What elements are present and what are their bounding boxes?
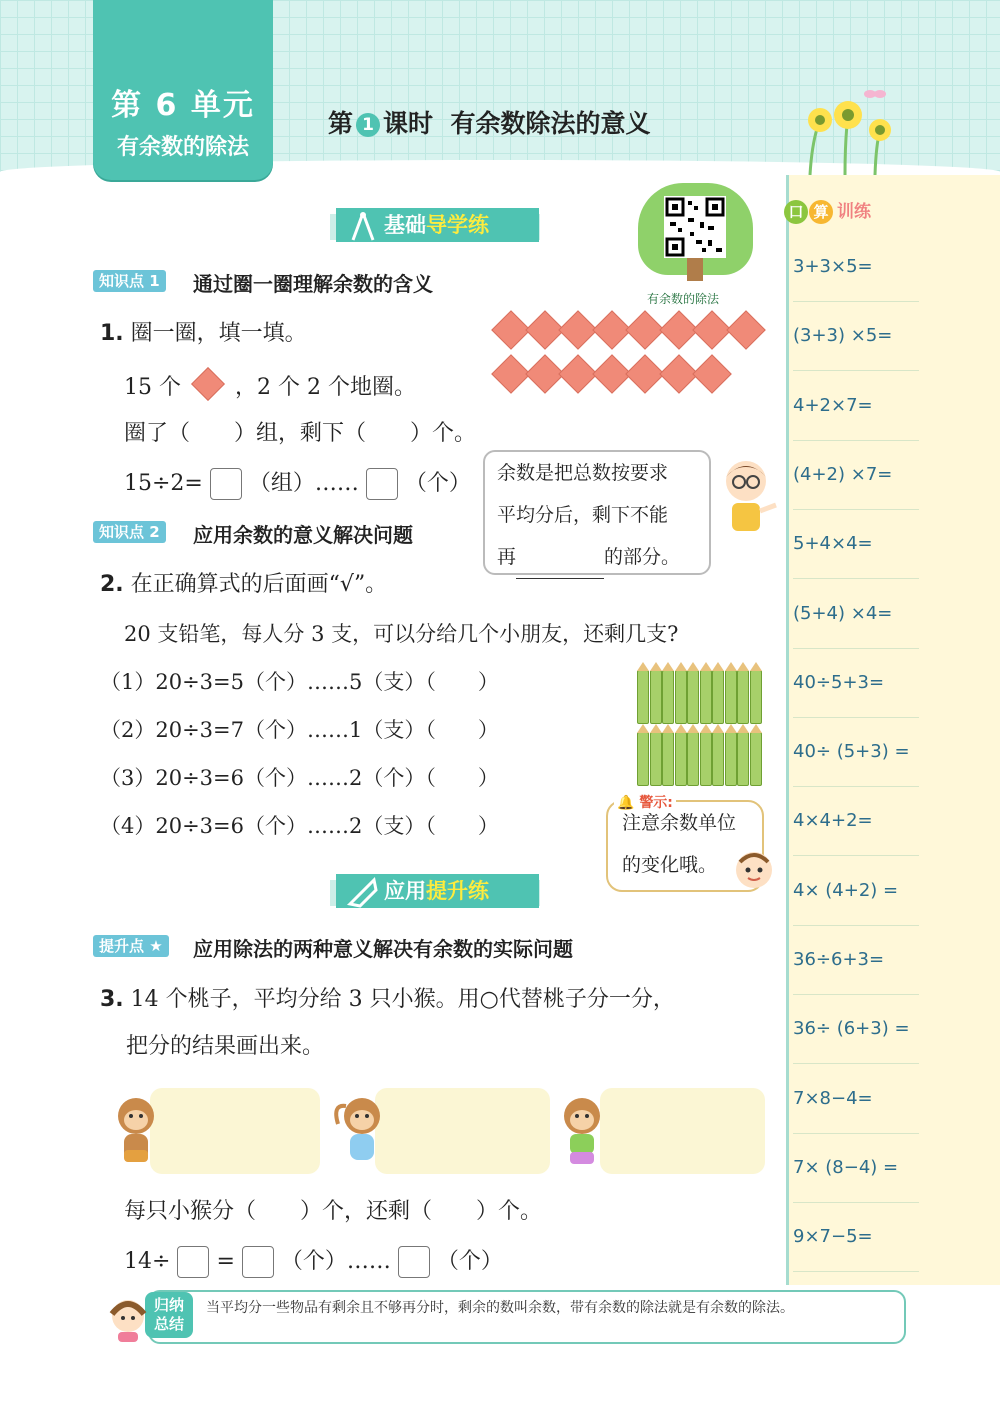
oral-practice-item xyxy=(793,856,919,926)
banner-text: 应用 xyxy=(384,879,426,903)
pencil-icon xyxy=(650,670,662,724)
tag-label: 知识点 xyxy=(99,523,145,541)
q3-eq-left: 14÷ xyxy=(124,1249,171,1274)
pencil-icon xyxy=(662,732,674,786)
monkey-3-drawing-area[interactable] xyxy=(600,1088,765,1174)
oral-practice-expression: 4+2×7= xyxy=(793,394,873,416)
diamond-icon xyxy=(692,354,732,394)
pencil-icon xyxy=(637,670,649,724)
oral-practice-expression: 9×7−5= xyxy=(793,1226,873,1248)
answer-box-groups[interactable] xyxy=(210,468,242,500)
oral-practice-expression: 7×8−4= xyxy=(793,1087,873,1109)
diamond-icon xyxy=(191,367,225,401)
oral-practice-item xyxy=(793,301,919,371)
oral-practice-item xyxy=(793,371,919,441)
pencil-icon xyxy=(687,670,699,724)
oral-title-char-1: 口 xyxy=(784,200,808,224)
bubble-line-3-b: 的部分。 xyxy=(604,546,681,568)
q2-option-4[interactable]: （4）20÷3=6（个）……2（支）（ ） xyxy=(100,814,499,838)
bubble-line-3-a: 再 xyxy=(497,546,517,568)
unit-name: 有余数的除法 xyxy=(116,135,249,160)
unit-tab xyxy=(93,0,273,180)
boy-character-icon xyxy=(718,455,780,535)
oral-practice-item xyxy=(793,717,919,787)
answer-box-divisor[interactable] xyxy=(177,1246,209,1278)
pencil-icon xyxy=(700,732,712,786)
star-icon: ★ xyxy=(149,937,163,955)
oral-practice-expression: 5+4×4= xyxy=(793,533,873,555)
warning-line-2: 的变化哦。 xyxy=(622,854,718,876)
q1-eq-left: 15÷2= xyxy=(124,471,203,496)
pencil-icon xyxy=(650,732,662,786)
question-1-equation xyxy=(124,466,471,500)
answer-box-remainder[interactable] xyxy=(366,468,398,500)
question-text: 在正确算式的后面画“√”。 xyxy=(130,572,388,597)
flower-decoration-icon xyxy=(790,80,900,175)
q1-grouping: ，2 个 2 个地圈。 xyxy=(235,375,416,400)
oral-practice-item xyxy=(793,440,919,510)
lesson-number-badge: 1 xyxy=(356,113,380,137)
pencil-icon xyxy=(712,732,724,786)
lesson-suffix: 课时 xyxy=(383,109,434,138)
tag-number: 2 xyxy=(149,523,160,541)
banner-highlight: 提升练 xyxy=(426,879,489,903)
tag-label: 提升点 xyxy=(99,937,145,955)
warning-label: 🔔 警示: xyxy=(614,792,676,812)
oral-practice-item xyxy=(793,232,919,302)
banner-text: 基础 xyxy=(384,213,426,237)
monkey-icon xyxy=(108,1094,156,1166)
pencil-icon xyxy=(675,732,687,786)
compass-icon xyxy=(346,210,380,242)
question-2-problem: 20 支铅笔，每人分 3 支，可以分给几个小朋友，还剩几支? xyxy=(124,622,679,646)
oral-practice-expression: 4×4+2= xyxy=(793,810,873,832)
q3-eq-mid: （个）…… xyxy=(280,1249,391,1274)
pencil-icon xyxy=(725,670,737,724)
lesson-title xyxy=(328,104,650,140)
question-1-stem xyxy=(100,316,307,347)
tag-label: 知识点 xyxy=(99,272,145,290)
knowledge-tag-1 xyxy=(93,270,166,292)
summary-tag xyxy=(145,1292,193,1338)
knowledge-tag-2 xyxy=(93,521,166,543)
improvement-tag xyxy=(93,935,169,957)
pencil-icon xyxy=(712,670,724,724)
fill-blank[interactable] xyxy=(516,536,604,579)
lesson-prefix: 第 xyxy=(328,109,354,138)
diamond-icon xyxy=(726,310,766,350)
oral-practice-item xyxy=(793,509,919,579)
oral-practice-expression: 7× (8−4) = xyxy=(793,1156,899,1178)
tag-number: 1 xyxy=(149,272,160,290)
oral-title-char-2: 算 xyxy=(809,200,833,224)
pencil-icon xyxy=(737,670,749,724)
oral-practice-item xyxy=(793,925,919,995)
qr-caption: 有余数的除法 xyxy=(647,292,720,306)
qr-code-icon[interactable] xyxy=(664,196,726,258)
q3-eq-right: （个） xyxy=(436,1249,503,1274)
ruler-icon xyxy=(346,876,380,908)
summary-tag-line-1: 归纳 xyxy=(153,1296,184,1314)
q2-option-1[interactable]: （1）20÷3=5（个）……5（支）（ ） xyxy=(100,670,499,694)
answer-box-quotient[interactable] xyxy=(242,1246,274,1278)
oral-practice-item xyxy=(793,579,919,649)
question-text: 圈一圈，填一填。 xyxy=(130,321,307,346)
pencil-icon xyxy=(700,670,712,724)
improvement-point-text: 应用除法的两种意义解决有余数的实际问题 xyxy=(193,937,573,961)
pencil-icon xyxy=(662,670,674,724)
summary-text: 当平均分一些物品有剩余且不够再分时，剩余的数叫余数，带有余数的除法就是有余数的除法。 xyxy=(206,1300,794,1316)
oral-practice-expression: 40÷ (5+3) = xyxy=(793,741,910,763)
oral-title-label: 训练 xyxy=(837,202,871,222)
q1-count: 15 个 xyxy=(124,375,181,400)
bubble-line-1: 余数是把总数按要求 xyxy=(497,462,669,484)
warning-label-text: 警示: xyxy=(639,795,673,811)
bubble-line-3 xyxy=(497,536,697,579)
oral-practice-item xyxy=(793,994,919,1064)
q1-eq-mid: （组）…… xyxy=(248,471,359,496)
pencil-icon xyxy=(750,670,762,724)
oral-practice-expression: (4+2) ×7= xyxy=(793,463,893,485)
answer-box-remainder-2[interactable] xyxy=(398,1246,430,1278)
knowledge-point-2-text: 应用余数的意义解决问题 xyxy=(193,523,413,547)
pencil-icon xyxy=(675,670,687,724)
q1-eq-right: （个） xyxy=(404,471,471,496)
q2-option-2[interactable]: （2）20÷3=7（个）……1（支）（ ） xyxy=(100,718,499,742)
question-3-line-1 xyxy=(100,982,675,1013)
oral-practice-expression: 40÷5+3= xyxy=(793,671,885,693)
oral-practice-expression: (5+4) ×4= xyxy=(793,602,893,624)
pencil-icon xyxy=(725,732,737,786)
question-number: 1. xyxy=(100,321,124,346)
summary-box xyxy=(148,1290,906,1344)
monkey-icon xyxy=(554,1094,602,1166)
question-3-equation xyxy=(124,1244,503,1278)
bubble-line-2: 平均分后，剩下不能 xyxy=(497,504,669,526)
pencil-icon xyxy=(750,732,762,786)
question-1-line-1 xyxy=(124,370,416,401)
lesson-name: 有余数除法的意义 xyxy=(450,109,651,138)
question-3-line-2: 把分的结果画出来。 xyxy=(126,1034,325,1059)
oral-practice-expression: 36÷6+3= xyxy=(793,949,885,970)
girl-character-icon xyxy=(108,1296,148,1342)
monkey-2-drawing-area[interactable] xyxy=(375,1088,550,1174)
knowledge-point-1-text: 通过圈一圈理解余数的含义 xyxy=(193,272,433,296)
pencil-icon xyxy=(637,732,649,786)
unit-label: 第 6 单元 xyxy=(111,88,255,123)
summary-tag-line-2: 总结 xyxy=(153,1315,184,1333)
oral-practice-expression: 36÷ (6+3) = xyxy=(793,1018,910,1040)
banner-highlight: 导学练 xyxy=(426,213,489,237)
question-number: 2. xyxy=(100,572,124,597)
oral-practice-expression: 3+3×5= xyxy=(793,256,873,277)
oral-practice-item xyxy=(793,1064,919,1134)
monkey-1-drawing-area[interactable] xyxy=(150,1088,320,1174)
pencil-icon xyxy=(737,732,749,786)
q3-eq-equals: = xyxy=(216,1249,235,1274)
oral-practice-item xyxy=(793,1202,919,1272)
tree-trunk xyxy=(687,255,703,281)
question-text: 14 个桃子，平均分给 3 只小猴。用○代替桃子分一分， xyxy=(130,987,675,1012)
oral-practice-expression: 4× (4+2) = xyxy=(793,879,899,901)
monkey-icon xyxy=(332,1094,380,1166)
oral-practice-item xyxy=(793,1133,919,1203)
question-number: 3. xyxy=(100,987,124,1012)
pencil-icon xyxy=(687,732,699,786)
baby-character-icon xyxy=(732,848,776,896)
question-3-fill: 每只小猴分（ ）个，还剩（ ）个。 xyxy=(124,1199,543,1224)
oral-practice-item xyxy=(793,786,919,856)
q2-option-3[interactable]: （3）20÷3=6（个）……2（个）（ ） xyxy=(100,766,499,790)
warning-line-1: 注意余数单位 xyxy=(622,812,737,834)
oral-practice-title xyxy=(784,197,924,227)
oral-practice-item xyxy=(793,648,919,718)
oral-practice-expression: (3+3) ×5= xyxy=(793,325,893,347)
question-1-line-2: 圈了（ ）组，剩下（ ）个。 xyxy=(124,421,477,446)
oral-practice-border xyxy=(786,175,789,1285)
question-2-stem xyxy=(100,567,387,598)
definition-bubble xyxy=(483,450,711,575)
